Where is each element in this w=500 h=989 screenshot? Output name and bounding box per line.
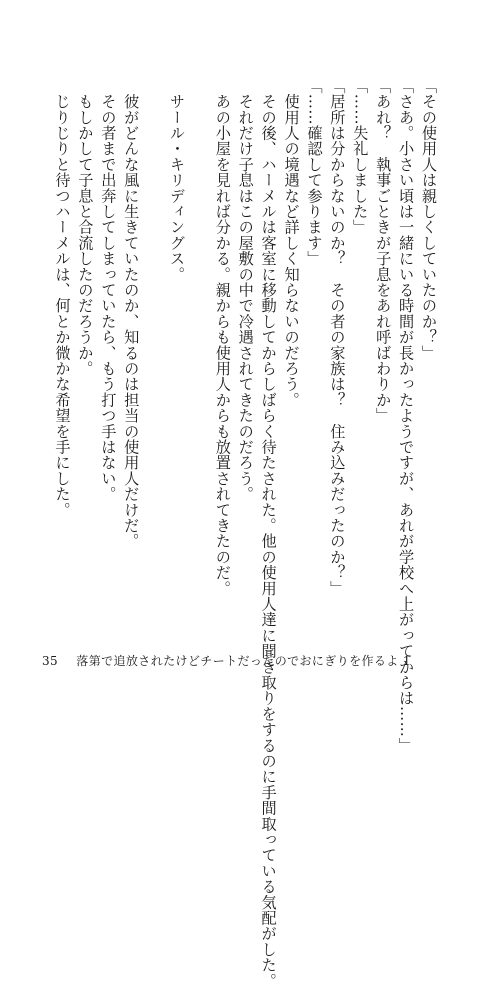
text-line: その後、ハーメルは客室に移動してからしばらく待たされた。他の使用人達に聞き取りをするのに手間取っている気配がした。 (259, 78, 278, 989)
text-line: 使用人の境遇など詳しく知らないのだろう。 (282, 78, 301, 408)
text-line: じりじりと待つハーメルは、何とか微かな希望を手にした。 (53, 78, 72, 518)
page-footer (42, 652, 411, 669)
text-line: 「居所は分からないのか？ その者の家族は？ 住み込みだったのか？」 (328, 78, 347, 597)
text-line: 「……確認して参ります」 (305, 78, 324, 267)
text-line: 「さあ。小さい頃は一緒にいる時間が長かったようですが、あれが学校へ上がってからは……」 (397, 78, 416, 754)
blank-line (142, 78, 165, 648)
text-line: それだけ子息はこの屋敷の中で冷遇されてきたのだろう。 (236, 78, 255, 502)
text-line: 「あれ？ 執事ごときが子息をあれ呼ばわりか」 (374, 78, 393, 424)
text-line: あの小屋を見れば分かる。親からも使用人からも放置されてきたのだ。 (213, 78, 232, 597)
text-line: 「……失礼しました」 (351, 78, 370, 235)
running-title: 落第で追放されたけどチートだったのでおにぎりを作るよ 1 (76, 654, 411, 668)
page-number: 35 (42, 654, 59, 668)
text-line: もしかして子息と合流したのだろうか。 (76, 78, 95, 377)
text-line: その者まで出奔してしまっていたら、もう打つ手はない。 (99, 78, 118, 502)
text-line: 彼がどんな風に生きていたのか、知るのは担当の使用人だけだ。 (122, 78, 141, 549)
text-line: 「その使用人は親しくしていたのか？」 (420, 78, 438, 361)
text-line: サール・キリディングス。 (168, 78, 187, 283)
blank-line (188, 78, 211, 648)
